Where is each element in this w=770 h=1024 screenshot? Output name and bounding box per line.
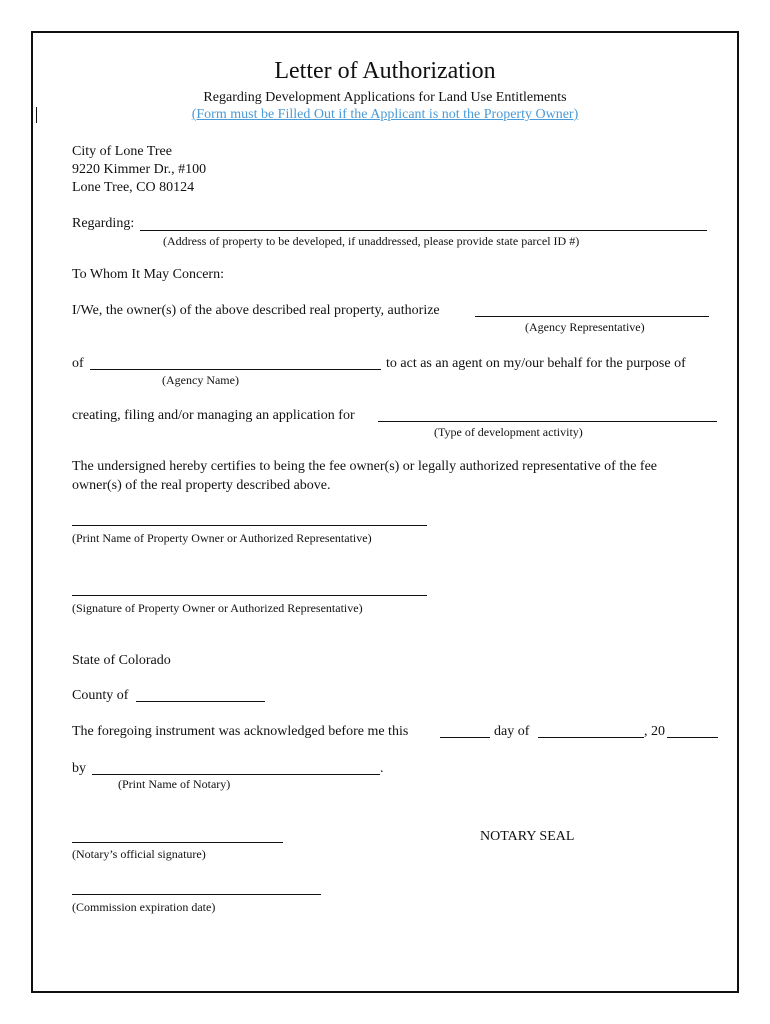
address-line-1: City of Lone Tree: [72, 144, 172, 159]
development-activity-field[interactable]: [378, 421, 717, 422]
page-title: Letter of Authorization: [274, 58, 496, 84]
county-label: County of: [72, 688, 129, 703]
agency-name-field[interactable]: [90, 369, 381, 370]
agency-prefix: of: [72, 356, 84, 371]
day-field[interactable]: [440, 737, 490, 738]
day-of-label: day of: [494, 724, 530, 739]
notary-seal-label: NOTARY SEAL: [480, 829, 575, 844]
application-text: creating, filing and/or managing an application for: [72, 408, 355, 423]
state-label: State of Colorado: [72, 653, 171, 668]
regarding-hint: (Address of property to be developed, if unaddressed, please provide state parcel ID #): [163, 234, 580, 248]
owner-signature-field[interactable]: [72, 595, 427, 596]
salutation: To Whom It May Concern:: [72, 267, 224, 282]
year-field[interactable]: [667, 737, 718, 738]
notary-print-name-hint: (Print Name of Notary): [118, 777, 231, 791]
acknowledgement-text: The foregoing instrument was acknowledged before me this: [72, 724, 409, 739]
by-label: by: [72, 761, 86, 776]
notary-print-name-field[interactable]: [92, 774, 380, 775]
address-line-2: 9220 Kimmer Dr., #100: [72, 162, 207, 177]
certification-line-1: The undersigned hereby certifies to being the fee owner(s) or legally authorized representative of the fee: [72, 459, 658, 474]
commission-expiration-field[interactable]: [72, 894, 321, 895]
address-line-3: Lone Tree, CO 80124: [72, 180, 195, 195]
authorize-text: I/We, the owner(s) of the above described real property, authorize: [72, 303, 440, 318]
agency-name-hint: (Agency Name): [162, 373, 239, 387]
month-field[interactable]: [538, 737, 644, 738]
notary-signature-field[interactable]: [72, 842, 283, 843]
owner-print-name-field[interactable]: [72, 525, 427, 526]
notary-signature-hint: (Notary’s official signature): [72, 847, 206, 861]
regarding-field[interactable]: [140, 230, 707, 231]
county-field[interactable]: [136, 701, 265, 702]
commission-expiration-hint: (Commission expiration date): [72, 900, 216, 914]
regarding-label: Regarding:: [72, 216, 135, 231]
form-note-link[interactable]: (Form must be Filled Out if the Applicant is not the Property Owner): [191, 107, 579, 122]
page-subtitle: Regarding Development Applications for Land Use Entitlements: [203, 90, 567, 105]
development-activity-hint: (Type of development activity): [434, 425, 583, 439]
owner-print-name-hint: (Print Name of Property Owner or Authorized Representative): [72, 531, 372, 545]
year-prefix: , 20: [644, 724, 665, 739]
certification-line-2: owner(s) of the real property described above.: [72, 478, 331, 493]
agency-suffix: to act as an agent on my/our behalf for the purpose of: [386, 356, 686, 371]
owner-signature-hint: (Signature of Property Owner or Authorized Representative): [72, 601, 363, 615]
by-period: .: [380, 761, 384, 776]
agency-representative-field[interactable]: [475, 316, 709, 317]
agency-representative-hint: (Agency Representative): [525, 320, 645, 334]
